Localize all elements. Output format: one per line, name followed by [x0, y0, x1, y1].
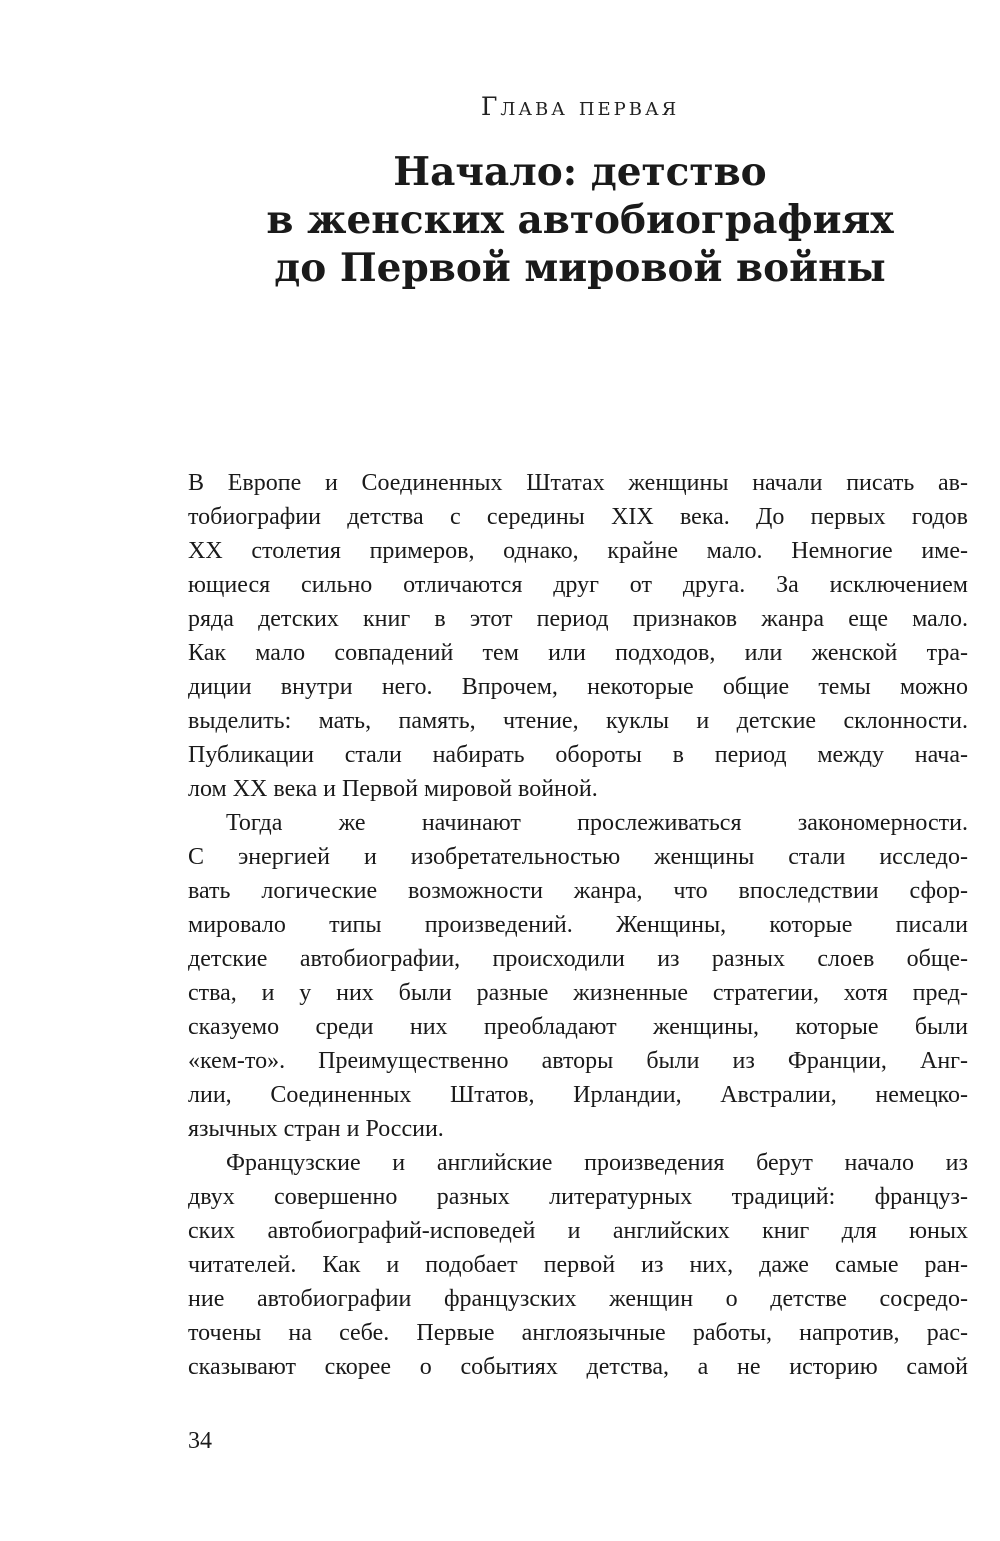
chapter-title [190, 148, 970, 292]
text-line: вать логические возможности жанра, что впоследствии сфор- [188, 878, 968, 904]
text-line: ских автобиографий-исповедей и английских книг для юных [188, 1218, 968, 1244]
text-line: сказывают скорее о событиях детства, а не историю самой [188, 1354, 968, 1380]
chapter-label: Глава первая [480, 92, 680, 121]
chapter-title-line: в женских автобиографиях [266, 197, 894, 243]
text-line: диции внутри него. Впрочем, некоторые общие темы можно [188, 674, 968, 700]
text-line: язычных стран и России. [188, 1116, 444, 1142]
text-line: ющиеся сильно отличаются друг от друга. За исключением [188, 572, 968, 598]
text-line: тобиографии детства с середины XIX века. До первых годов [188, 504, 968, 530]
text-line: В Европе и Соединенных Штатах женщины начали писать ав- [188, 470, 968, 496]
text-line: точены на себе. Первые англоязычные работы, напротив, рас- [188, 1320, 968, 1346]
text-line: Публикации стали набирать обороты в период между нача- [188, 742, 968, 768]
text-line: «кем-то». Преимущественно авторы были из Франции, Анг- [188, 1048, 968, 1074]
text-line: С энергией и изобретательностью женщины стали исследо- [188, 844, 968, 870]
text-line: мировало типы произведений. Женщины, которые писали [188, 912, 968, 938]
text-line: читателей. Как и подобает первой из них, даже самые ран- [188, 1252, 968, 1278]
text-line: ряда детских книг в этот период признаков жанра еще мало. [188, 606, 968, 632]
chapter-title-line: Начало: детство [393, 149, 767, 195]
text-line: сказуемо среди них преобладают женщины, которые были [188, 1014, 968, 1040]
text-line: ние автобиографии французских женщин о детстве сосредо- [188, 1286, 968, 1312]
text-line: лии, Соединенных Штатов, Ирландии, Австралии, немецко- [188, 1082, 968, 1108]
text-line: детские автобиографии, происходили из разных слоев обще- [188, 946, 968, 972]
text-line: Французские и английские произведения берут начало из [226, 1150, 968, 1176]
text-line: лом XX века и Первой мировой войной. [188, 776, 598, 802]
text-line: выделить: мать, память, чтение, куклы и детские склонности. [188, 708, 968, 734]
chapter-title-line: до Первой мировой войны [274, 245, 886, 291]
text-line: двух совершенно разных литературных традиций: француз- [188, 1184, 968, 1210]
text-line: ства, и у них были разные жизненные стратегии, хотя пред- [188, 980, 968, 1006]
text-line: Тогда же начинают прослеживаться закономерности. [226, 810, 968, 836]
body-text [188, 466, 968, 1384]
page-number: 34 [188, 1428, 212, 1454]
text-line: Как мало совпадений тем или подходов, или женской тра- [188, 640, 968, 666]
text-line: XX столетия примеров, однако, крайне мало. Немногие име- [188, 538, 968, 564]
